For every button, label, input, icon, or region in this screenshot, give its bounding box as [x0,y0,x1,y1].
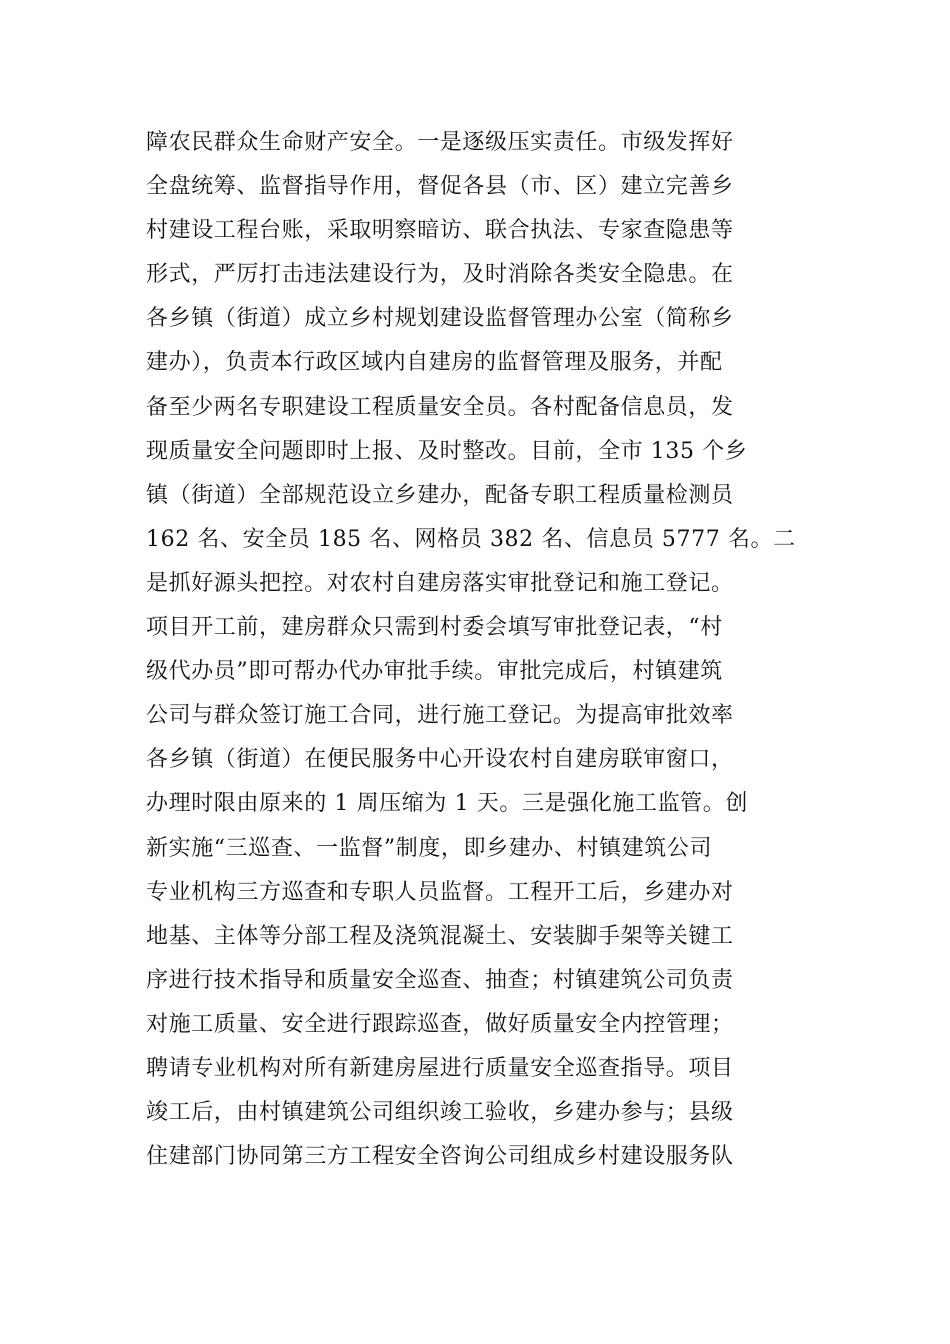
text-line: 162 名、安全员 185 名、网格员 382 名、信息员 5777 名。二 [146,526,796,552]
text-line: 全盘统筹、监督指导作用，督促各县（市、区）建立完善乡 [146,174,734,200]
text-line: 竣工后，由村镇建筑公司组织竣工验收，乡建办参与；县级 [146,1100,734,1126]
text-line: 级代办员”即可帮办代办审批手续。审批完成后，村镇建筑 [146,659,723,685]
text-line: 现质量安全问题即时上报、及时整改。目前，全市 135 个乡 [146,438,748,464]
text-line: 地基、主体等分部工程及浇筑混凝土、安装脚手架等关键工 [146,923,734,949]
text-line: 专业机构三方巡查和专职人员监督。工程开工后，乡建办对 [146,879,734,905]
text-line: 聘请专业机构对所有新建房屋进行质量安全巡查指导。项目 [146,1055,734,1081]
text-line: 项目开工前，建房群众只需到村委会填写审批登记表，“村 [146,615,723,641]
text-line: 各乡镇（街道）成立乡村规划建设监督管理办公室（简称乡 [146,306,734,332]
text-line: 各乡镇（街道）在便民服务中心开设农村自建房联审窗口， [146,747,734,773]
text-line: 备至少两名专职建设工程质量安全员。各村配备信息员，发 [146,394,734,420]
text-line: 镇（街道）全部规范设立乡建办，配备专职工程质量检测员 [146,482,734,508]
text-line: 新实施“三巡查、一监督”制度，即乡建办、村镇建筑公司 [146,835,713,861]
text-line: 形式，严厉打击违法建设行为，及时消除各类安全隐患。在 [146,262,734,288]
text-line: 公司与群众签订施工合同，进行施工登记。为提高审批效率 [146,703,734,729]
text-line: 障农民群众生命财产安全。一是逐级压实责任。市级发挥好 [146,130,734,155]
text-line: 对施工质量、安全进行跟踪巡查，做好质量安全内控管理； [146,1011,734,1037]
text-line: 是抓好源头把控。对农村自建房落实审批登记和施工登记。 [146,570,734,596]
text-line: 住建部门协同第三方工程安全咨询公司组成乡村建设服务队 [146,1144,734,1170]
text-line: 村建设工程台账，采取明察暗访、联合执法、专家查隐患等 [146,218,734,244]
text-line: 建办），负责本行政区域内自建房的监督管理及服务，并配 [146,350,723,376]
text-line: 序进行技术指导和质量安全巡查、抽查；村镇建筑公司负责 [146,967,734,993]
text-line: 办理时限由原来的 1 周压缩为 1 天。三是强化施工监管。创 [146,791,748,817]
body-paragraph [146,121,806,1179]
